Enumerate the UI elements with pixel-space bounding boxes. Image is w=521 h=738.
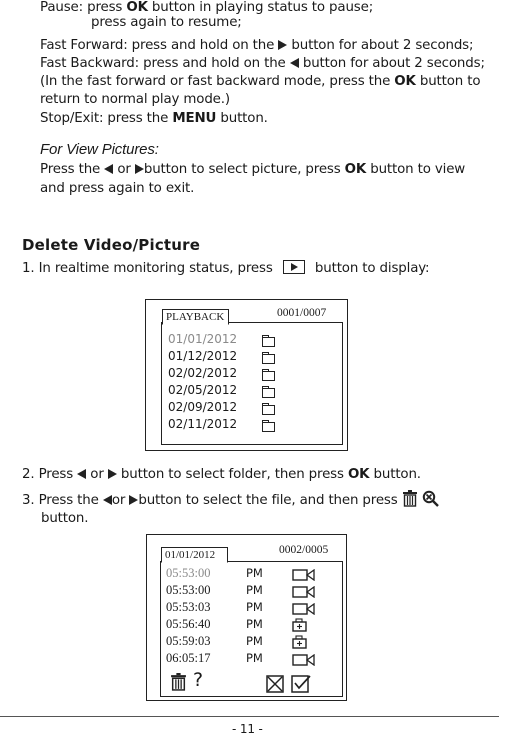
step-3-cont: button.	[41, 511, 89, 526]
file-row-time[interactable]: 05:59:03	[166, 634, 211, 648]
trash-icon[interactable]	[170, 673, 187, 691]
zoom-search-icon	[422, 490, 439, 507]
file-counter: 0001/0007	[277, 307, 327, 319]
section-heading: Delete Video/Picture	[22, 236, 201, 254]
question-mark: ?	[193, 669, 204, 691]
left-arrow-icon	[104, 164, 113, 174]
folder-icon	[262, 354, 275, 364]
folder-row[interactable]: 02/09/2012	[168, 400, 238, 414]
right-arrow-icon	[278, 40, 287, 50]
file-row-ampm: PM	[246, 634, 263, 648]
right-arrow-icon	[135, 164, 144, 174]
file-counter: 0002/0005	[279, 544, 329, 556]
file-row-time-selected[interactable]: 05:53:00	[166, 566, 211, 580]
step-2: 2. Press or button to select folder, then press OK button.	[22, 467, 421, 482]
folder-icon	[262, 422, 275, 432]
file-row-ampm: PM	[246, 617, 263, 631]
trash-icon	[402, 490, 418, 507]
folder-row[interactable]: 02/02/2012	[168, 366, 238, 380]
playback-tab: PLAYBACK	[162, 309, 229, 325]
right-arrow-icon	[108, 469, 117, 479]
playback-folder-screen	[145, 299, 348, 451]
fast-forward-instruction: Fast Forward: press and hold on the button for about 2 seconds;	[40, 38, 474, 53]
file-row-time[interactable]: 05:53:00	[166, 583, 211, 597]
folder-row[interactable]: 02/11/2012	[168, 417, 238, 431]
folder-icon	[262, 337, 275, 347]
view-pictures-instruction-cont: and press again to exit.	[40, 181, 195, 196]
file-row-time[interactable]: 05:56:40	[166, 617, 211, 631]
folder-icon	[262, 388, 275, 398]
video-icon	[292, 654, 316, 666]
fast-backward-instruction: Fast Backward: press and hold on the button for about 2 seconds;	[40, 56, 485, 71]
left-arrow-icon	[77, 469, 86, 479]
folder-icon	[262, 405, 275, 415]
folder-row[interactable]: 02/05/2012	[168, 383, 238, 397]
folder-row-selected[interactable]: 01/01/2012	[168, 332, 238, 346]
step-3: 3. Press the or button to select the file, and then press	[22, 490, 439, 510]
video-icon	[292, 603, 316, 615]
view-pictures-heading: For View Pictures:	[40, 141, 159, 158]
file-row-time[interactable]: 06:05:17	[166, 651, 211, 665]
file-row-ampm: PM	[246, 651, 263, 665]
stop-exit-instruction: Stop/Exit: press the MENU button.	[40, 111, 268, 126]
resume-instruction: press again to resume;	[91, 15, 242, 30]
confirm-check-icon[interactable]	[291, 674, 311, 693]
left-arrow-icon	[103, 495, 112, 505]
folder-row[interactable]: 01/12/2012	[168, 349, 238, 363]
folder-icon	[262, 371, 275, 381]
left-arrow-icon	[290, 58, 299, 68]
video-icon	[292, 586, 316, 598]
camera-icon	[292, 634, 308, 649]
camera-icon	[292, 617, 308, 632]
view-pictures-instruction: Press the or button to select picture, press OK button to view	[40, 162, 466, 177]
file-row-time[interactable]: 05:53:03	[166, 600, 211, 614]
normal-play-note: (In the fast forward or fast backward mode, press the OK button to	[40, 74, 481, 89]
pause-instruction: Pause: press OK button in playing status to pause;	[40, 0, 374, 15]
playback-file-screen	[146, 534, 347, 701]
cancel-box-icon[interactable]	[266, 675, 284, 693]
right-arrow-icon	[129, 495, 138, 505]
date-tab: 01/01/2012	[161, 547, 228, 563]
play-button-icon	[283, 260, 305, 274]
step-1: 1. In realtime monitoring status, press button to display:	[22, 261, 430, 276]
file-row-ampm: PM	[246, 583, 263, 597]
file-row-ampm: PM	[246, 600, 263, 614]
normal-play-note-cont: return to normal play mode.)	[40, 92, 230, 107]
video-icon	[292, 569, 316, 581]
page-number: - 11 -	[232, 722, 263, 736]
file-row-ampm: PM	[246, 566, 263, 580]
footer-divider	[0, 716, 499, 717]
